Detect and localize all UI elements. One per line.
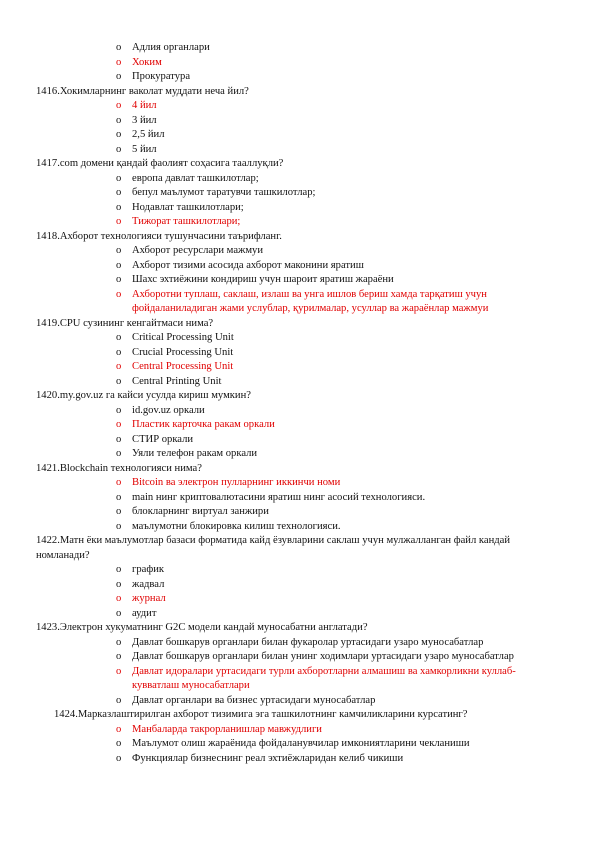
bullet-icon: o (116, 665, 122, 677)
answer-option-2 (116, 737, 556, 752)
option-text: 5 йил (132, 143, 157, 155)
answer-option-4 (116, 375, 556, 390)
bullet-icon: o (116, 491, 122, 503)
answer-option-2 (116, 114, 556, 129)
option-text: Нодавлат ташкилотлари; (132, 201, 244, 213)
bullet-icon: o (116, 448, 122, 459)
bullet-icon: o (116, 245, 122, 256)
bullet-icon: o (116, 346, 122, 358)
answer-option-2 (116, 186, 556, 201)
question-text: 1418.Ахборот технологияси тушунчасини таърифланг. (36, 230, 282, 242)
bullet-icon: o (116, 375, 122, 387)
answer-option-2 (116, 491, 556, 506)
option-text: 2,5 йил (132, 129, 165, 140)
answer-option-1 (116, 476, 556, 491)
option-text: блокларнинг виртуал занжири (132, 506, 269, 517)
bullet-icon: o (116, 361, 122, 372)
answer-option-1 (116, 99, 556, 114)
option-text: Хоким (132, 56, 162, 68)
bullet-icon: o (116, 593, 122, 604)
option-text: Central Printing Unit (132, 375, 222, 387)
answer-option-4 (116, 215, 556, 230)
question-text: 1423.Электрон хукуматнинг G2C модели кандай муносабатни англатади? (36, 622, 368, 633)
option-text: жадвал (132, 578, 165, 590)
option-text: Адлия органлари (132, 42, 210, 53)
option-text: id.gov.uz оркали (132, 404, 205, 416)
answer-option-1 (116, 723, 556, 738)
answer-option-3 (116, 201, 556, 216)
answer-option-2 (116, 418, 556, 433)
answer-option-4 (116, 143, 556, 158)
option-text: 4 йил (132, 100, 157, 111)
bullet-icon: o (116, 419, 122, 430)
question-text: 1416.Хокимларнинг ваколат муддати неча йил? (36, 85, 249, 97)
question-text: 1422.Матн ёки маълумотлар базаси форматида кайд ёзувларини саклаш учун мулжалланган файл кандай номланади? (36, 535, 511, 561)
option-text: Давлат бошкарув органлари билан унинг ходимлари уртасидаги узаро муносабатлар (132, 651, 514, 662)
option-text: Ахборотни туплаш, саклаш, излаш ва унга ишлов бериш хамда тарқатиш учун фойдаланиладиган жами услублар, қурилмалар, усуллар ва жараёнлар мажмуи (132, 288, 489, 314)
bullet-icon: o (116, 42, 122, 53)
answer-option-2 (116, 259, 556, 274)
bullet-icon: o (116, 520, 122, 532)
bullet-icon: o (116, 129, 122, 140)
option-text: маълумотни блокировка килиш технологияси. (132, 520, 341, 532)
answer-option-3 (116, 665, 556, 694)
answer-option-4 (116, 447, 556, 462)
option-text: Давлат бошкарув органлари билан фукаролар уртасидаги узаро муносабатлар (132, 636, 484, 648)
bullet-icon: o (116, 636, 122, 648)
question-text: 1424.Марказлаштирилган ахборот тизимига эга ташкилотнинг камчиликларини курсатинг? (54, 709, 468, 720)
bullet-icon: o (116, 332, 122, 343)
answer-option-3 (116, 592, 556, 607)
bullet-icon: o (116, 506, 122, 517)
option-text: Пластик карточка ракам оркали (132, 419, 275, 430)
bullet-icon: o (116, 694, 122, 706)
bullet-icon: o (116, 477, 122, 488)
option-text: Прокуратура (132, 71, 191, 82)
question-text: 1420.my.gov.uz га кайси усулда кириш мумкин? (36, 390, 251, 401)
option-text: Ахборот ресурслари мажмуи (132, 245, 264, 256)
option-text: Тижорат ташкилотлари; (132, 216, 241, 227)
answer-option-1 (116, 331, 556, 346)
answer-option-2 (116, 578, 556, 593)
bullet-icon: o (116, 259, 122, 271)
carryover-option-1 (116, 41, 556, 56)
question-text: 1421.Blockchain технологияси нима? (36, 462, 202, 474)
answer-option-3 (116, 273, 556, 288)
answer-option-1 (116, 404, 556, 419)
answer-option-1 (116, 244, 556, 259)
bullet-icon: o (116, 187, 122, 198)
answer-option-1 (116, 563, 556, 578)
option-text: 3 йил (132, 114, 157, 126)
bullet-icon: o (116, 607, 122, 619)
bullet-icon: o (116, 578, 122, 590)
option-text: Давлат органлари ва бизнес уртасидаги муносабатлар (132, 694, 376, 706)
answer-option-2 (116, 346, 556, 361)
option-text: аудит (132, 607, 157, 619)
bullet-icon: o (116, 274, 122, 285)
option-text: Critical Processing Unit (132, 332, 234, 343)
answer-option-4 (116, 607, 556, 622)
bullet-icon: o (116, 216, 122, 227)
option-text: журнал (132, 593, 166, 604)
bullet-icon: o (116, 651, 122, 662)
bullet-icon: o (116, 114, 122, 126)
bullet-icon: o (116, 404, 122, 416)
option-text: европа давлат ташкилотлар; (132, 172, 259, 184)
option-text: Crucial Processing Unit (132, 346, 234, 358)
option-text: СТИР оркали (132, 433, 194, 445)
option-text: main нинг криптовалютасини яратиш нинг асосий технологияси. (132, 491, 426, 503)
option-text: бепул маълумот таратувчи ташкилотлар; (132, 187, 316, 198)
answer-option-1 (116, 636, 556, 651)
bullet-icon: o (116, 288, 122, 300)
bullet-icon: o (116, 564, 122, 575)
answer-option-3 (116, 505, 556, 520)
option-text: Bitcoin ва электрон пулларнинг иккинчи номи (132, 477, 341, 488)
question-text: 1417.com домени қандай фаолият соҳасига тааллуқли? (36, 158, 284, 169)
answer-option-4 (116, 694, 556, 709)
option-text: Маълумот олиш жараёнида фойдаланувчилар имкониятларини чекланиши (132, 738, 470, 749)
option-text: Давлат идоралари уртасидаги турли ахборотларни алмашиш ва хамкорликни куллаб-кувватлаш муносабатлари (132, 665, 516, 691)
bullet-icon: o (116, 433, 122, 445)
bullet-icon: o (116, 143, 122, 155)
option-text: Шахс эхтиёжини кондириш учун шароит яратиш жараёни (132, 274, 394, 285)
option-text: Манбаларда такрорланишлар мавжудлиги (132, 723, 322, 735)
option-text: график (132, 564, 165, 575)
answer-option-1 (116, 172, 556, 187)
bullet-icon: o (116, 100, 122, 111)
answer-option-3 (116, 752, 556, 767)
bullet-icon: o (116, 723, 122, 735)
carryover-option-2 (116, 56, 556, 71)
answer-option-3 (116, 360, 556, 375)
bullet-icon: o (116, 738, 122, 749)
question-text: 1419.CPU сузининг кенгайтмаси нима? (36, 317, 214, 329)
answer-option-2 (116, 650, 556, 665)
answer-option-3 (116, 128, 556, 143)
option-text: Ахборот тизими асосида ахборот маконини яратиш (132, 259, 364, 271)
option-text: Central Processing Unit (132, 361, 234, 372)
bullet-icon: o (116, 71, 122, 82)
bullet-icon: o (116, 172, 122, 184)
carryover-option-3 (116, 70, 556, 85)
bullet-icon: o (116, 201, 122, 213)
answer-option-3 (116, 433, 556, 448)
bullet-icon: o (116, 752, 122, 764)
option-text: Уяли телефон ракам оркали (132, 448, 258, 459)
answer-option-4 (116, 288, 556, 317)
bullet-icon: o (116, 56, 122, 68)
option-text: Функциялар бизнеснинг реал эхтиёжларидан келиб чикиши (132, 752, 404, 764)
answer-option-4 (116, 520, 556, 535)
